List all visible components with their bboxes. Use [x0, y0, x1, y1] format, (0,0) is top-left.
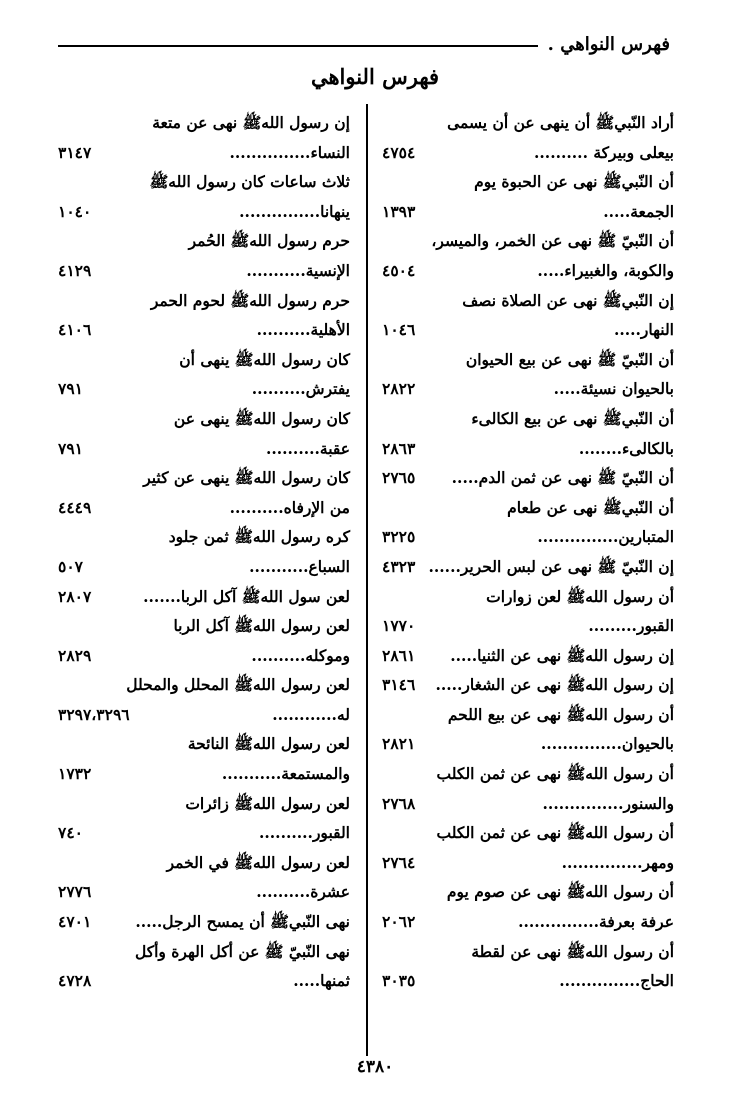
hadith-number: ٢٧٦٤ — [382, 852, 416, 872]
entry-text-last: المتبارين............... — [537, 527, 674, 547]
entry-reference-row — [382, 256, 674, 286]
hadith-number: ٣٠٣٥ — [382, 971, 416, 991]
hadith-number: ٤١٠٦ — [58, 320, 92, 340]
entry-text-last: إن رسول اللهﷺ نهى عن الثنيا..... — [450, 645, 674, 665]
entry-text-last: الحاج............... — [559, 971, 674, 991]
entry-reference-row — [382, 522, 674, 552]
entry-reference-row — [58, 582, 350, 612]
running-header — [58, 30, 670, 58]
hadith-number: ٣٢٢٥ — [382, 527, 416, 547]
hadith-number: ٢٨٦٣ — [382, 438, 416, 458]
entry-reference-row — [382, 315, 674, 345]
entry-text-last: بالحيوان نسيئة..... — [553, 379, 674, 399]
entry-reference-row — [382, 197, 674, 227]
index-entry — [58, 167, 350, 226]
entry-text-line: أن النّبيﷺ نهى عن طعام — [507, 497, 674, 517]
entry-reference-row — [58, 552, 350, 582]
index-entry — [382, 493, 674, 552]
hadith-number: ٧٩١ — [58, 438, 83, 458]
entry-text-last: ومهر............... — [561, 852, 674, 872]
entry-text-last: لعن سول اللهﷺ آكل الربا....... — [143, 586, 350, 606]
entry-text-last: الجمعة..... — [603, 201, 674, 221]
index-entry — [382, 286, 674, 345]
entry-text-last: النساء............... — [229, 142, 350, 162]
entry-text-last: عشرة.......... — [256, 882, 350, 902]
entry-reference-row — [58, 907, 350, 937]
entry-reference-row — [382, 552, 674, 582]
hadith-number: ١٠٤٠ — [58, 201, 92, 221]
index-entry — [382, 877, 674, 936]
entry-text-last: السباع........... — [249, 556, 350, 576]
index-entry — [382, 108, 674, 167]
index-entry — [58, 463, 350, 522]
entry-reference-row — [382, 670, 674, 700]
index-entry — [382, 818, 674, 877]
entry-text-last: نهى النّبيﷺ أن يمسح الرجل..... — [135, 912, 350, 932]
entry-text-last: إن النّبيّ ﷺ نهى عن لبس الحرير...... — [428, 556, 674, 576]
entry-text-last: عقبة.......... — [265, 438, 350, 458]
entry-reference-row — [382, 641, 674, 671]
entry-text-line: أراد النّبيﷺ أن ينهى عن أن يسمى — [447, 113, 674, 132]
entry-text-line: أن رسول اللهﷺ نهى عن ثمن الكلب — [436, 764, 674, 784]
index-entry — [58, 226, 350, 285]
entry-reference-row — [382, 463, 674, 493]
entry-text-line: أن رسول اللهﷺ لعن زوارات — [486, 586, 674, 606]
index-entry — [382, 670, 674, 700]
hadith-number: ١٧٧٠ — [382, 616, 416, 636]
entry-text-last: والمستمعة........... — [221, 764, 350, 784]
entry-text-line: كان رسول اللهﷺ ينهى أن — [179, 349, 350, 369]
running-header-title: فهرس النواهي . — [547, 33, 670, 55]
hadith-number: ٣٢٩٧،٣٢٩٦ — [58, 704, 130, 724]
index-entry — [58, 848, 350, 907]
index-entry — [382, 463, 674, 493]
hadith-number: ٢٧٧٦ — [58, 882, 92, 902]
index-entry — [58, 670, 350, 729]
index-entry — [58, 522, 350, 581]
entry-text-last: بالكالىء........ — [578, 438, 674, 458]
entry-reference-row — [58, 374, 350, 404]
entry-text-last: وموكله.......... — [251, 645, 350, 665]
entry-reference-row — [58, 197, 350, 227]
entry-reference-row — [382, 848, 674, 878]
index-entry — [382, 404, 674, 463]
hadith-number: ٢٨٢٢ — [382, 379, 416, 399]
entry-text-line: أن رسول اللهﷺ نهى عن صوم يوم — [446, 882, 674, 902]
entry-text-last: القبور......... — [588, 616, 674, 636]
entry-text-line: أن رسول اللهﷺ نهى عن لقطة — [471, 941, 674, 961]
header-rule — [58, 45, 538, 47]
index-entry — [382, 937, 674, 996]
hadith-number: ٤٧٥٤ — [382, 142, 416, 162]
entry-text-last: له............ — [272, 704, 350, 724]
entry-text-line: ثلاث ساعات كان رسول اللهﷺ — [149, 172, 350, 192]
index-entry — [58, 404, 350, 463]
hadith-number: ١٧٣٢ — [58, 764, 92, 784]
hadith-number: ٤١٢٩ — [58, 260, 92, 280]
entry-reference-row — [58, 315, 350, 345]
entry-text-line: لعن رسول اللهﷺ في الخمر — [166, 852, 350, 872]
hadith-number: ٧٩١ — [58, 379, 83, 399]
index-entry — [58, 108, 350, 167]
entry-text-line: أن رسول اللهﷺ نهى عن ثمن الكلب — [436, 823, 674, 843]
entry-reference-row — [58, 641, 350, 671]
entry-reference-row — [382, 789, 674, 819]
entry-text-last: ينهانا............... — [239, 201, 350, 221]
entry-text-line: لعن رسول اللهﷺ آكل الربا — [173, 616, 350, 636]
index-entry — [382, 759, 674, 818]
hadith-number: ٢٨٢٩ — [58, 645, 92, 665]
index-entry — [58, 907, 350, 937]
index-column-left — [58, 108, 350, 996]
hadith-number: ٤٤٤٩ — [58, 497, 92, 517]
entry-reference-row — [382, 374, 674, 404]
entry-reference-row — [58, 138, 350, 168]
hadith-number: ٤٧٢٨ — [58, 971, 92, 991]
entry-text-line: لعن رسول اللهﷺ المحلل والمحلل — [126, 675, 350, 695]
hadith-number: ٧٤٠ — [58, 823, 83, 843]
entry-reference-row — [382, 611, 674, 641]
hadith-number: ١٠٤٦ — [382, 320, 416, 340]
index-column-right — [382, 108, 674, 996]
index-entry — [58, 582, 350, 612]
index-entry — [382, 552, 674, 582]
entry-reference-row — [382, 907, 674, 937]
entry-reference-row — [382, 138, 674, 168]
hadith-number: ٢٠٦٢ — [382, 912, 416, 932]
entry-text-last: والسنور............... — [542, 793, 674, 813]
entry-text-last: والكوبة، والغبيراء..... — [537, 260, 674, 280]
hadith-number: ٤٣٢٣ — [382, 556, 416, 576]
index-entry — [58, 611, 350, 670]
entry-text-last: عرفة بعرفة............... — [518, 912, 674, 932]
hadith-number: ٣١٤٦ — [382, 675, 416, 695]
hadith-number: ١٣٩٣ — [382, 201, 416, 221]
entry-text-last: ثمنها..... — [293, 971, 350, 991]
entry-reference-row — [58, 877, 350, 907]
entry-text-line: أن النّبيّ ﷺ نهى عن الخمر، والميسر، — [431, 231, 674, 251]
entry-text-last: أن النّبيّ ﷺ نهى عن ثمن الدم..... — [451, 468, 674, 488]
entry-reference-row — [58, 434, 350, 464]
entry-text-last: يفترش.......... — [251, 379, 350, 399]
entry-text-line: لعن رسول اللهﷺ النائحة — [187, 734, 350, 754]
entry-reference-row — [382, 729, 674, 759]
page-title: فهرس النواهي — [310, 64, 440, 89]
index-entry — [382, 226, 674, 285]
entry-text-line: حرم رسول اللهﷺ الحُمر — [188, 231, 350, 251]
index-entry — [382, 582, 674, 641]
entry-reference-row — [58, 759, 350, 789]
entry-text-last: بالحيوان............... — [540, 734, 674, 754]
entry-text-line: أن رسول اللهﷺ نهى عن بيع اللحم — [447, 704, 674, 724]
hadith-number: ٣١٤٧ — [58, 142, 92, 162]
index-entry — [58, 789, 350, 848]
hadith-number: ٢٧٦٨ — [382, 793, 416, 813]
index-entry — [58, 729, 350, 788]
entry-reference-row — [58, 256, 350, 286]
page-number: ٤٣٨٠ — [356, 1057, 394, 1077]
entry-text-line: أن النّبيﷺ نهى عن بيع الكالىء — [471, 408, 674, 428]
entry-text-line: أن النّبيّ ﷺ نهى عن بيع الحيوان — [465, 349, 674, 369]
index-entry — [382, 700, 674, 759]
index-entry — [58, 345, 350, 404]
hadith-number: ٢٨٢١ — [382, 734, 416, 754]
entry-text-line: كره رسول اللهﷺ ثمن جلود — [168, 527, 350, 547]
index-entry — [58, 937, 350, 996]
entry-reference-row — [382, 434, 674, 464]
index-entry — [58, 286, 350, 345]
entry-text-line: إن رسول اللهﷺ نهى عن متعة — [152, 113, 350, 132]
hadith-number: ٤٥٠٤ — [382, 260, 416, 280]
hadith-number: ٢٧٦٥ — [382, 468, 416, 488]
entry-text-line: كان رسول اللهﷺ ينهى عن — [173, 408, 350, 428]
index-entry — [382, 167, 674, 226]
entry-text-last: النهار..... — [613, 320, 674, 340]
entry-text-line: أن النّبيﷺ نهى عن الحبوة يوم — [474, 172, 674, 192]
entry-reference-row — [58, 493, 350, 523]
index-entry — [382, 641, 674, 671]
hadith-number: ٥٠٧ — [58, 556, 83, 576]
hadith-number: ٢٨٠٧ — [58, 586, 92, 606]
entry-text-last: بيعلى وبيركة .......... — [534, 142, 674, 162]
index-entry — [382, 345, 674, 404]
entry-text-line: نهى النّبيّ ﷺ عن أكل الهرة وأكل — [134, 941, 350, 961]
entry-text-line: كان رسول اللهﷺ ينهى عن كثير — [143, 468, 350, 488]
entry-reference-row — [58, 700, 350, 730]
entry-text-line: حرم رسول اللهﷺ لحوم الحمر — [150, 290, 350, 310]
entry-text-last: الإنسية........... — [246, 260, 350, 280]
hadith-number: ٤٧٠١ — [58, 912, 92, 932]
hadith-number: ٢٨٦١ — [382, 645, 416, 665]
entry-text-last: القبور.......... — [258, 823, 350, 843]
entry-text-line: لعن رسول اللهﷺ زائرات — [185, 793, 350, 813]
entry-text-last: الأهلية.......... — [256, 320, 350, 340]
entry-text-last: إن رسول اللهﷺ نهى عن الشغار..... — [435, 675, 674, 695]
entry-reference-row — [58, 818, 350, 848]
entry-text-last: من الإرفاه.......... — [229, 497, 350, 517]
entry-text-line: إن النّبيﷺ نهى عن الصلاة نصف — [462, 290, 674, 310]
entry-reference-row — [58, 966, 350, 996]
entry-reference-row — [382, 966, 674, 996]
column-divider — [366, 104, 368, 1056]
